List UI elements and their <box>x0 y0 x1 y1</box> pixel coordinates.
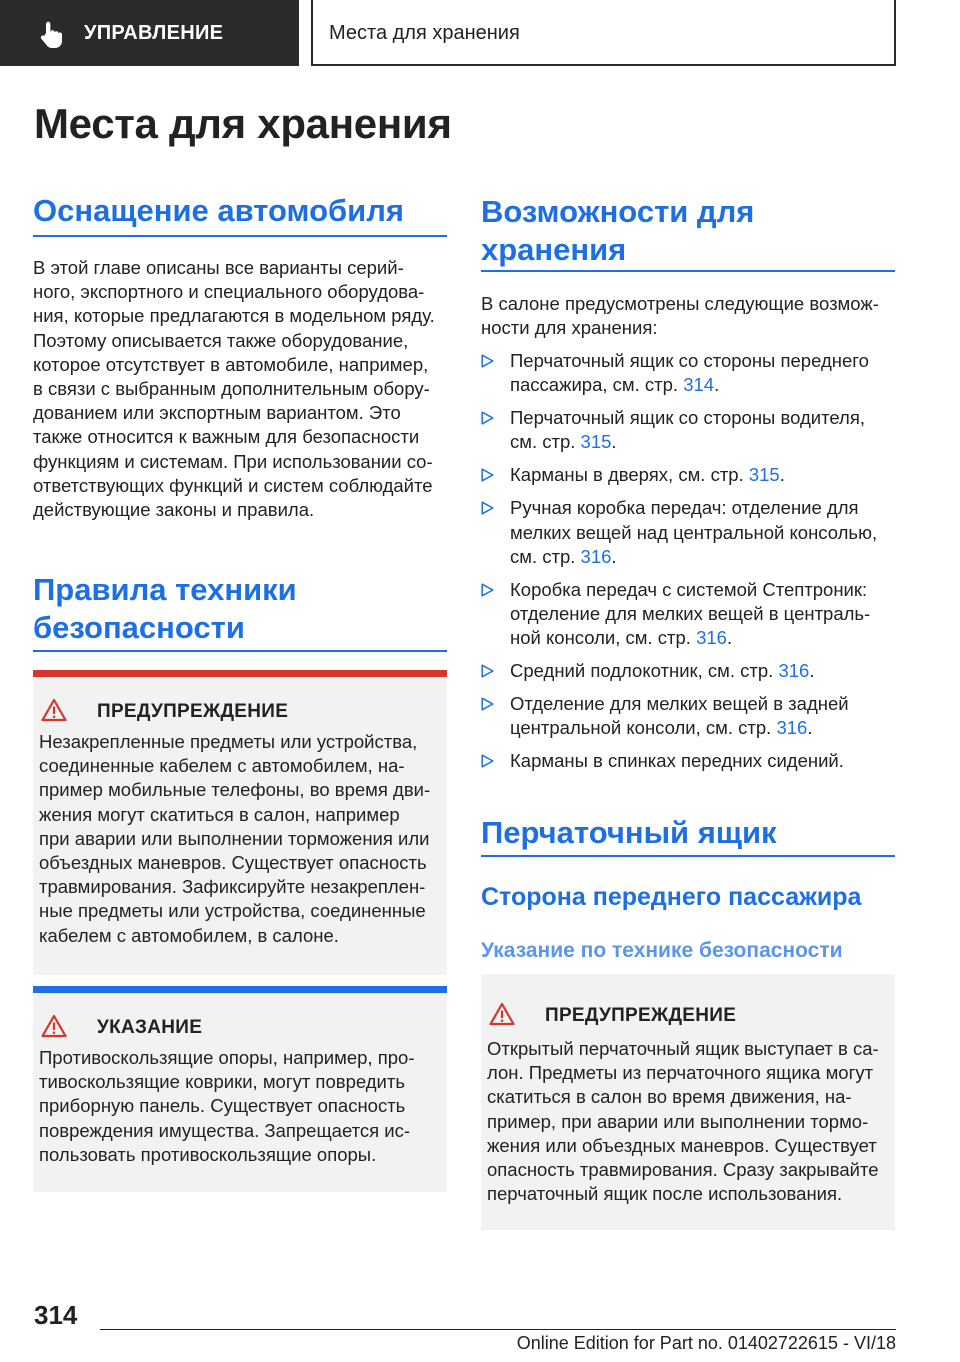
list-item <box>481 349 895 397</box>
page-link[interactable]: 315 <box>748 464 780 486</box>
page-title: Места для хранения <box>34 100 452 147</box>
page-link[interactable]: 316 <box>580 545 612 567</box>
warning-box <box>481 974 895 1230</box>
text-line: Открытый перчаточный ящик выступает в са- <box>487 1038 879 1059</box>
text-line: соединенные кабелем с автомобилем, на- <box>39 755 405 777</box>
footer-rule <box>100 1329 896 1330</box>
text-line: ответствующих функций и систем соблюдайте <box>33 474 433 496</box>
text-line: лон. Предметы из перчаточного ящика могут <box>487 1062 874 1084</box>
text-line: мелких вещей над центральной консолью, <box>510 521 878 543</box>
text-line: пример, при аварии или выполнении тормо- <box>487 1110 869 1132</box>
heading-rule <box>33 235 447 237</box>
text-line: см. стр. 315. <box>510 431 617 453</box>
text-line: кабелем с автомобилем, в салоне. <box>39 924 339 946</box>
text-line: Карманы в дверях, см. стр. 315. <box>510 464 785 486</box>
triangle-right-icon <box>481 501 494 515</box>
text-line: Отделение для мелких вещей в задней <box>510 693 849 715</box>
text-line: которое отсутствует в автомобиле, например, <box>33 353 429 375</box>
text-line: при аварии или выполнении торможения или <box>39 827 430 849</box>
text-line: тивоскользящие коврики, могут повредить <box>39 1071 405 1093</box>
text-line: Перчаточный ящик со стороны переднего <box>510 350 869 371</box>
list-item <box>481 659 895 683</box>
heading-rule <box>481 855 895 857</box>
text-line: жения могут скатиться в салон, например <box>39 803 400 825</box>
triangle-right-icon <box>481 354 494 368</box>
heading-line: хранения <box>481 232 627 267</box>
text-line: Ручная коробка передач: отделение для <box>510 497 859 519</box>
text-line: травмирования. Зафиксируйте незакреплен- <box>39 876 426 898</box>
text-line: Карманы в спинках передних сидений. <box>510 750 844 772</box>
text-line: см. стр. 316. <box>510 545 617 567</box>
warning-box <box>33 670 447 975</box>
text-line: ной консоли, см. стр. 316. <box>510 627 733 649</box>
text-line: В этой главе описаны все варианты серий- <box>33 257 404 278</box>
storage-list <box>481 349 895 782</box>
list-item <box>481 578 895 651</box>
page-link[interactable]: 314 <box>683 374 715 396</box>
warning-bar <box>33 670 447 677</box>
page-link[interactable]: 316 <box>696 627 727 649</box>
notice-text <box>39 1046 439 1167</box>
nav-section-tab[interactable] <box>0 0 299 66</box>
text-line: в связи с выбранным дополнительным обору- <box>33 378 430 400</box>
heading-line: Правила техники <box>33 572 297 607</box>
text-line: Перчаточный ящик со стороны водителя, <box>510 407 866 429</box>
text-line: также относится к важным для безопасности <box>33 426 420 448</box>
text-line: ния, которые предлагаются в модельном ряду. <box>33 305 435 327</box>
text-line: опасность травмирования. Сразу закрывайте <box>487 1159 879 1181</box>
safety-heading <box>33 571 297 647</box>
text-line: дованием или экспортным вариантом. Это <box>33 402 401 424</box>
heading-line: Возможности для <box>481 194 755 229</box>
heading-line: безопасности <box>33 610 245 645</box>
text-line: отделение для мелких вещей в централь- <box>510 603 871 625</box>
notice-title: УКАЗАНИЕ <box>97 1017 203 1038</box>
text-line: Поэтому описывается также оборудование, <box>33 329 409 351</box>
triangle-right-icon <box>481 697 494 711</box>
warning-text <box>487 1037 887 1206</box>
text-line: ные предметы или устройства, соединенные <box>39 900 426 922</box>
page-link[interactable]: 315 <box>580 431 612 453</box>
glovebox-heading: Перчаточный ящик <box>481 815 777 850</box>
page-number: 314 <box>34 1300 78 1330</box>
notice-bar <box>33 986 447 993</box>
equipment-heading: Оснащение автомобиля <box>33 193 404 228</box>
text-line: приборную панель. Существует опасность <box>39 1095 406 1117</box>
text-line: В салоне предусмотрены следующие возмож- <box>481 293 879 314</box>
notice-box <box>33 986 447 1192</box>
text-line: Средний подлокотник, см. стр. 316. <box>510 660 815 682</box>
text-line: повреждения имущества. Запрещается ис- <box>39 1119 411 1141</box>
page-link[interactable]: 316 <box>778 660 810 682</box>
list-item <box>481 692 895 740</box>
page-link[interactable]: 316 <box>776 717 808 739</box>
passenger-side-heading: Сторона переднего пассажира <box>481 883 862 911</box>
text-line: Незакрепленные предметы или устройства, <box>39 731 418 752</box>
list-item <box>481 749 895 773</box>
text-line: Противоскользящие опоры, например, про- <box>39 1047 415 1068</box>
text-line: пользовать противоскользящие опоры. <box>39 1143 377 1165</box>
list-item <box>481 496 895 569</box>
nav-chapter-tab[interactable] <box>311 0 896 66</box>
list-item <box>481 406 895 454</box>
heading-rule <box>481 270 895 272</box>
text-line: действующие законы и правила. <box>33 499 315 521</box>
warning-triangle-icon <box>489 1002 515 1026</box>
text-line: Коробка передач с системой Стептроник: <box>510 578 868 600</box>
text-line: скатиться в салон во время движения, на- <box>487 1086 852 1108</box>
warning-text <box>39 730 439 948</box>
warning-title: ПРЕДУПРЕЖДЕНИЕ <box>97 701 289 722</box>
hand-pointer-icon <box>36 19 68 51</box>
footer-edition: Online Edition for Part no. 01402722615 - VI/18 <box>516 1333 896 1353</box>
list-item <box>481 463 895 487</box>
text-line: перчаточный ящик после использования. <box>487 1183 843 1205</box>
equipment-paragraph <box>33 256 453 522</box>
text-line: жения или объездных маневров. Существует <box>487 1134 877 1156</box>
text-line: пример мобильные телефоны, во время дви- <box>39 779 431 801</box>
triangle-right-icon <box>481 468 494 482</box>
storage-heading <box>481 193 754 269</box>
text-line: функциям и системам. При использовании со- <box>33 450 433 472</box>
triangle-right-icon <box>481 411 494 425</box>
triangle-right-icon <box>481 583 494 597</box>
text-line: ности для хранения: <box>481 317 658 339</box>
text-line: пассажира, см. стр. 314. <box>510 374 720 396</box>
triangle-right-icon <box>481 664 494 678</box>
warning-title: ПРЕДУПРЕЖДЕНИЕ <box>545 1005 737 1026</box>
nav-chapter-label: Места для хранения <box>329 22 520 44</box>
heading-rule <box>33 650 447 652</box>
triangle-right-icon <box>481 754 494 768</box>
top-navigation <box>0 0 960 66</box>
nav-section-label: УПРАВЛЕНИЕ <box>84 22 224 44</box>
text-line: ного, экспортного и специального оборудова- <box>33 281 425 303</box>
text-line: центральной консоли, см. стр. 316. <box>510 717 813 739</box>
warning-triangle-icon <box>41 698 67 722</box>
text-line: объездных маневров. Существует опасность <box>39 852 427 874</box>
warning-triangle-icon <box>41 1014 67 1038</box>
safety-note-heading: Указание по технике безопасности <box>481 939 843 962</box>
storage-intro <box>481 292 901 340</box>
